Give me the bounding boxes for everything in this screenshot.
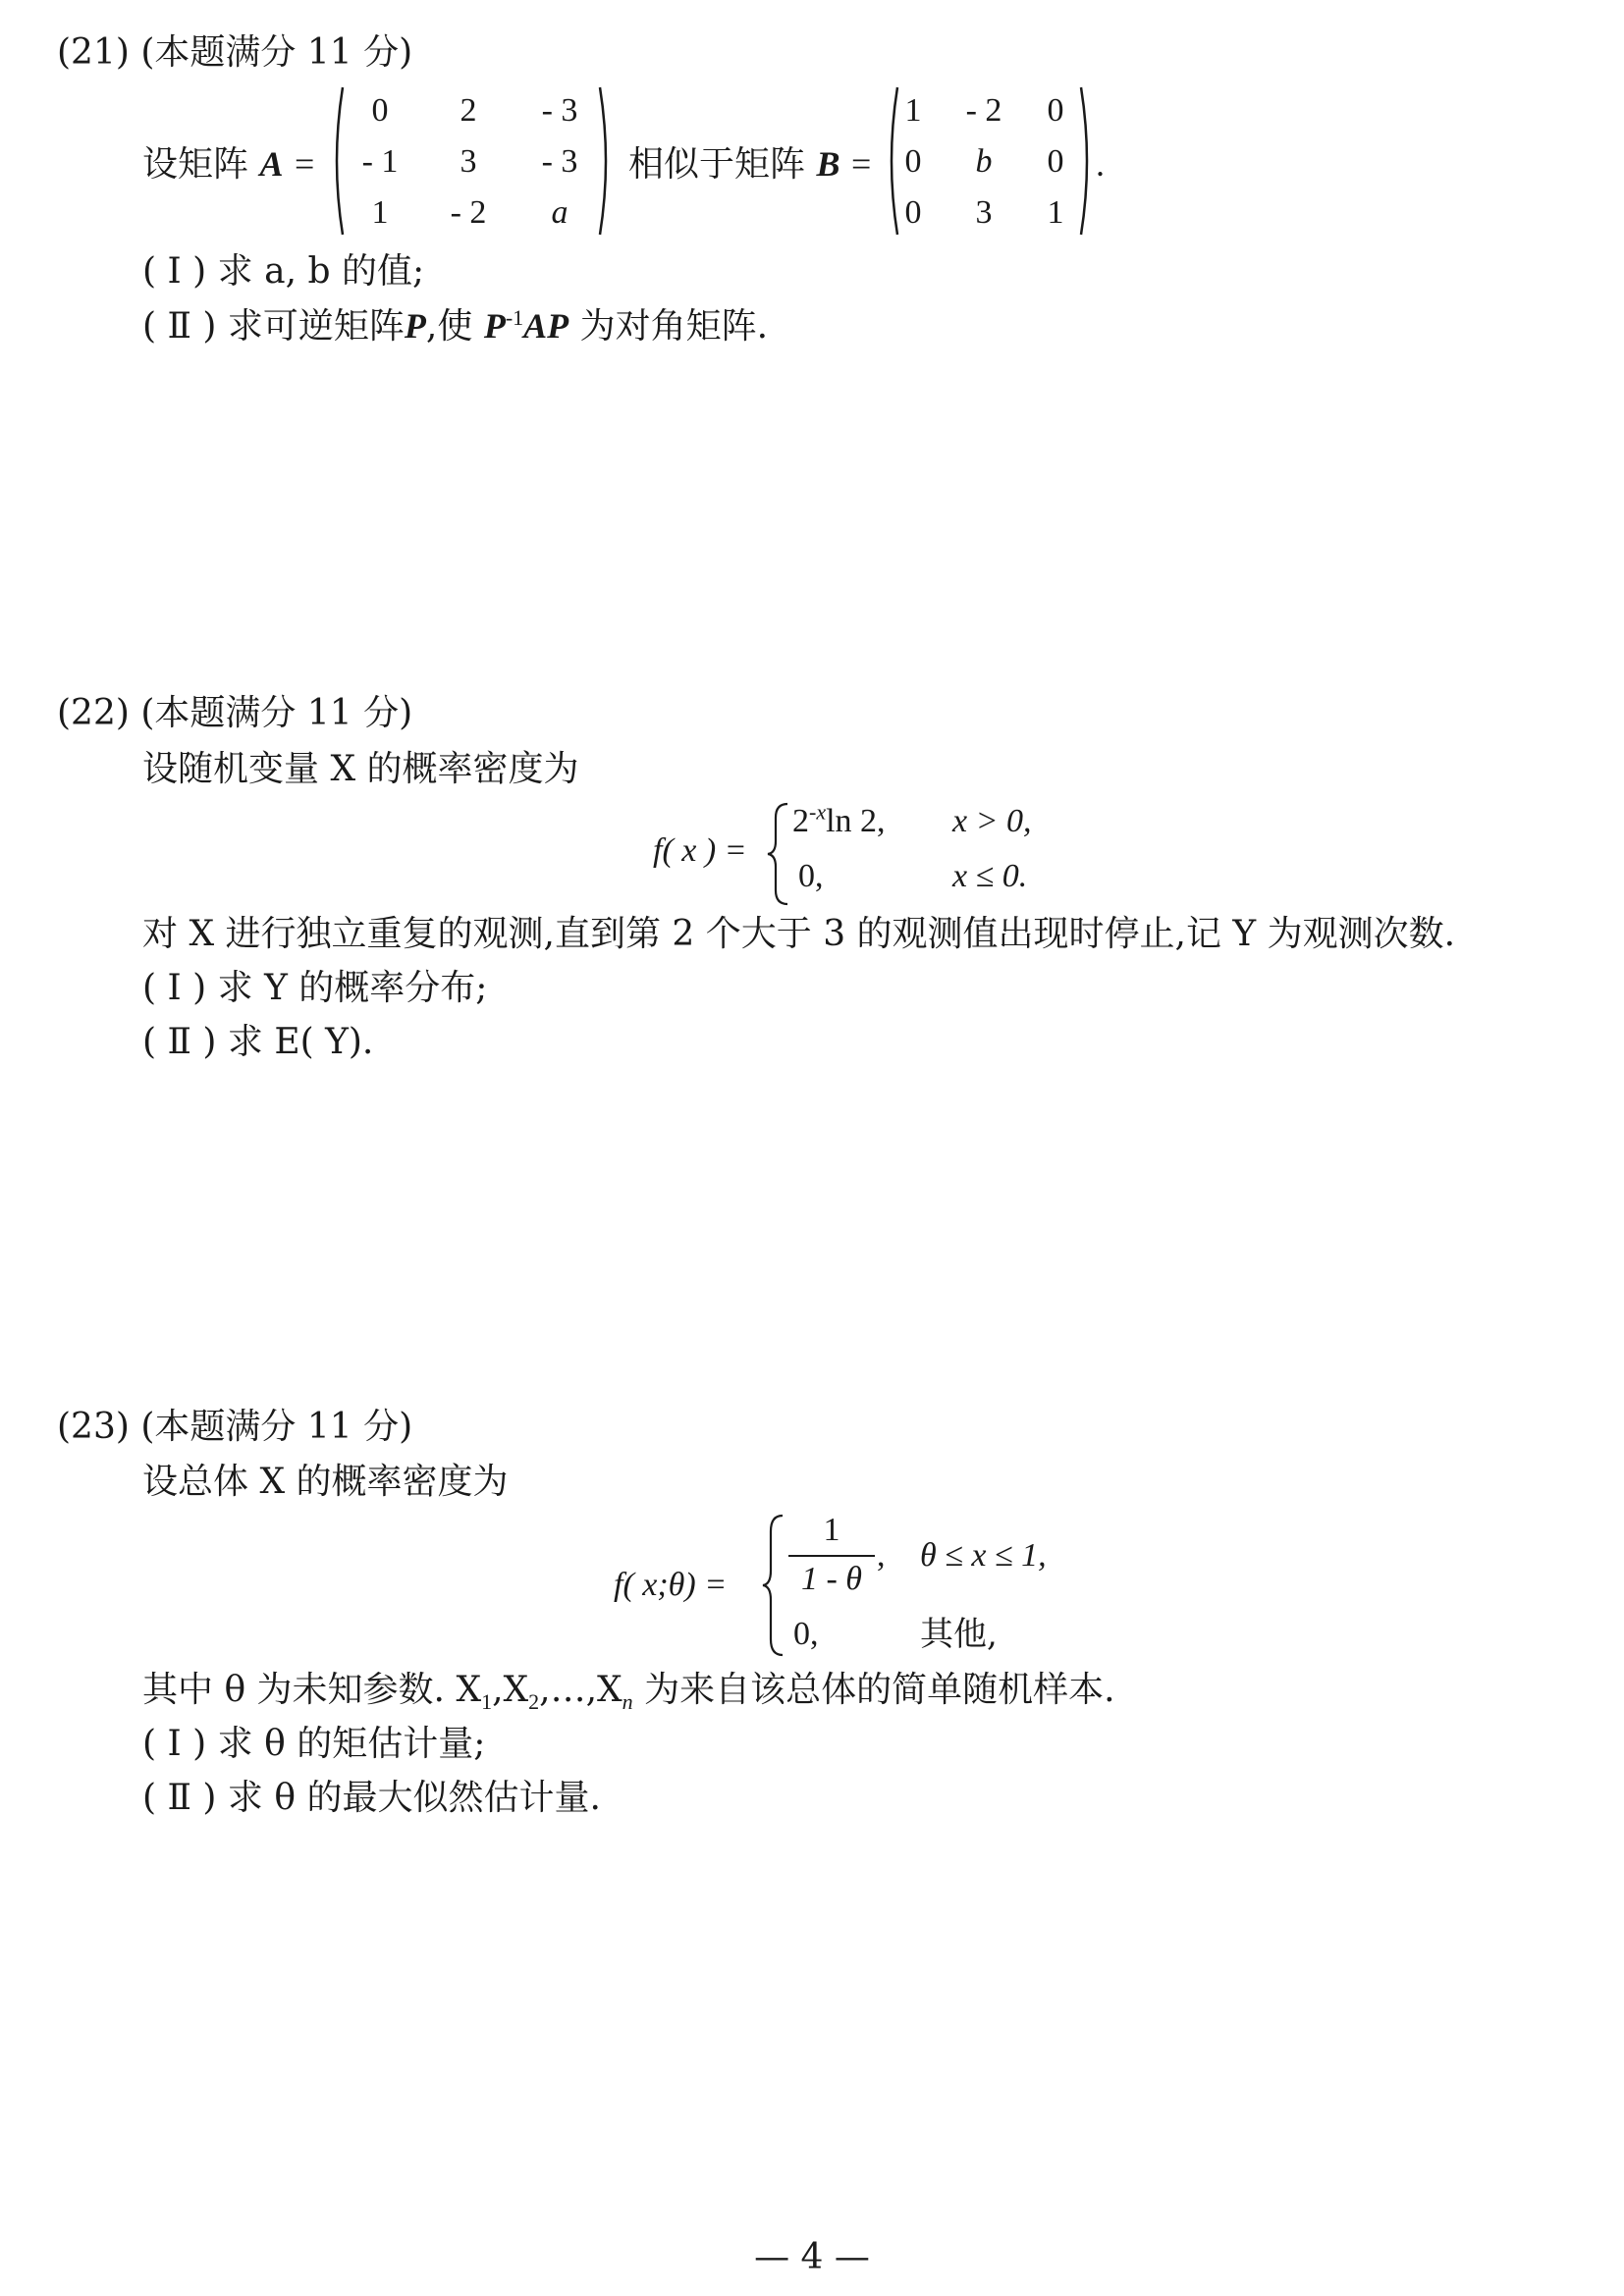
- q23-body-suffix: 为来自该总体的简单随机样本.: [644, 1670, 1115, 1710]
- q22-body: 对 X 进行独立重复的观测,直到第 2 个大于 3 的观测值出现时停止,记 Y 为观测次数.: [142, 914, 1456, 954]
- q21-part2-prefix: 求可逆矩阵: [227, 306, 405, 347]
- q23-fraction-numerator: 1: [823, 1512, 840, 1548]
- q23-fraction-comma: ,: [877, 1537, 886, 1574]
- q23-case2-condition: 其他,: [920, 1615, 998, 1654]
- matrix-a-cell: - 2: [450, 194, 487, 231]
- q21-similar-text: 相似于矩阵: [628, 144, 806, 185]
- q22-f-label: f( x ) =: [653, 832, 747, 869]
- q21-part2-exponent: -1: [505, 305, 524, 330]
- q23-body-dots: ,…,X: [539, 1670, 623, 1710]
- matrix-a-cell: - 3: [541, 143, 578, 180]
- q22-part1: [142, 967, 487, 1010]
- q23-left-brace: [761, 1512, 786, 1659]
- matrix-b-cell: - 2: [965, 92, 1002, 129]
- matrix-a-cell: 2: [460, 92, 477, 129]
- q23-case1-condition: θ ≤ x ≤ 1,: [920, 1537, 1047, 1574]
- q22-intro: 设随机变量 X 的概率密度为: [142, 749, 579, 789]
- q23-case2-value: 0,: [793, 1616, 819, 1652]
- q23-part1-text: 求 θ 的矩估计量;: [217, 1724, 486, 1764]
- q22-part2-number: ( Ⅱ ): [142, 1022, 217, 1062]
- q21-part2-p: P: [404, 306, 426, 346]
- q21-matrix-b: [884, 83, 1095, 239]
- matrix-b-cell: 0: [904, 143, 922, 180]
- q23-body-prefix: 其中 θ 为未知参数. X: [142, 1670, 482, 1710]
- q23-fraction-bar: [788, 1555, 875, 1557]
- q21-matrix-b-label: B: [816, 144, 840, 184]
- matrix-b-cell: 1: [1047, 194, 1064, 231]
- q22-density-formula: [653, 800, 1105, 908]
- q22-part2: [142, 1021, 373, 1064]
- q23-part2-number: ( Ⅱ ): [142, 1778, 217, 1818]
- q23-f-label: f( x;θ) =: [614, 1567, 728, 1603]
- q22-header: (22) (本题满分 11 分): [57, 693, 413, 733]
- matrix-a-cell: 1: [371, 194, 389, 231]
- q22-case1-condition: x > 0,: [952, 803, 1032, 839]
- q23-subscript-n: n: [622, 1689, 633, 1715]
- q23-body: [142, 1669, 1115, 1715]
- q22-case1-base: 2: [792, 803, 809, 839]
- matrix-b-cell: 3: [975, 194, 993, 231]
- q21-header: (21) (本题满分 11 分): [57, 32, 413, 73]
- q21-part1-text: 求 a, b 的值;: [217, 251, 425, 292]
- q23-intro: 设总体 X 的概率密度为: [142, 1462, 509, 1502]
- q22-case2-value: 0,: [798, 858, 824, 894]
- q21-part1-number: ( Ⅰ ): [142, 251, 207, 292]
- q22-left-brace: [766, 800, 791, 908]
- q23-density-formula: [614, 1512, 1124, 1659]
- q21-part1: [142, 250, 424, 294]
- q23-subscript-2: 2: [528, 1689, 540, 1715]
- matrix-b-cell: b: [975, 143, 993, 180]
- q22-part2-text: 求 E( Y).: [227, 1022, 374, 1062]
- q21-equals-a: =: [294, 144, 315, 184]
- q21-part2-suffix: 为对角矩阵.: [579, 306, 769, 347]
- matrix-b-cell: 0: [1047, 92, 1064, 129]
- page-number: — 4 —: [754, 2237, 870, 2277]
- q21-part2-number: ( Ⅱ ): [142, 306, 217, 347]
- q21-part2-ap: AP: [523, 306, 569, 346]
- q23-subscript-1: 1: [481, 1689, 493, 1715]
- matrix-a-cell: a: [551, 194, 568, 231]
- q22-part1-text: 求 Y 的概率分布;: [217, 968, 488, 1008]
- q23-fraction-denominator: 1 - θ: [800, 1561, 863, 1597]
- q21-intro-text: 设矩阵: [142, 144, 249, 185]
- q22-case1-value: [792, 799, 886, 841]
- q23-header: (23) (本题满分 11 分): [57, 1407, 413, 1447]
- matrix-b-cell: 0: [904, 194, 922, 231]
- q23-part2: [142, 1777, 601, 1820]
- q23-part2-text: 求 θ 的最大似然估计量.: [227, 1778, 601, 1818]
- matrix-a-cell: 0: [371, 92, 389, 129]
- q21-matrix-a: [329, 83, 614, 239]
- matrix-a-cell: 3: [460, 143, 477, 180]
- q22-case1-exponent: -x: [809, 799, 827, 825]
- matrix-b-cell: 0: [1047, 143, 1064, 180]
- matrix-b-cell: 1: [904, 92, 922, 129]
- q21-part2-mid: ,使: [425, 306, 473, 347]
- q21-part2: [142, 304, 768, 348]
- matrix-a-cell: - 1: [361, 143, 399, 180]
- q22-part1-number: ( Ⅰ ): [142, 968, 207, 1008]
- q22-case2-condition: x ≤ 0.: [952, 858, 1028, 894]
- q22-case1-rest: ln 2,: [826, 803, 886, 839]
- q21-similar: [628, 142, 871, 187]
- q23-part1-number: ( Ⅰ ): [142, 1724, 207, 1764]
- q21-period: .: [1096, 144, 1105, 184]
- q21-part2-p2: P: [483, 306, 506, 346]
- q23-part1: [142, 1723, 485, 1766]
- matrix-a-cell: - 3: [541, 92, 578, 129]
- q21-matrix-a-label: A: [259, 144, 284, 184]
- q21-equals-b: =: [850, 144, 872, 184]
- q21-intro: [142, 142, 314, 187]
- q23-body-x2: ,X: [492, 1670, 529, 1710]
